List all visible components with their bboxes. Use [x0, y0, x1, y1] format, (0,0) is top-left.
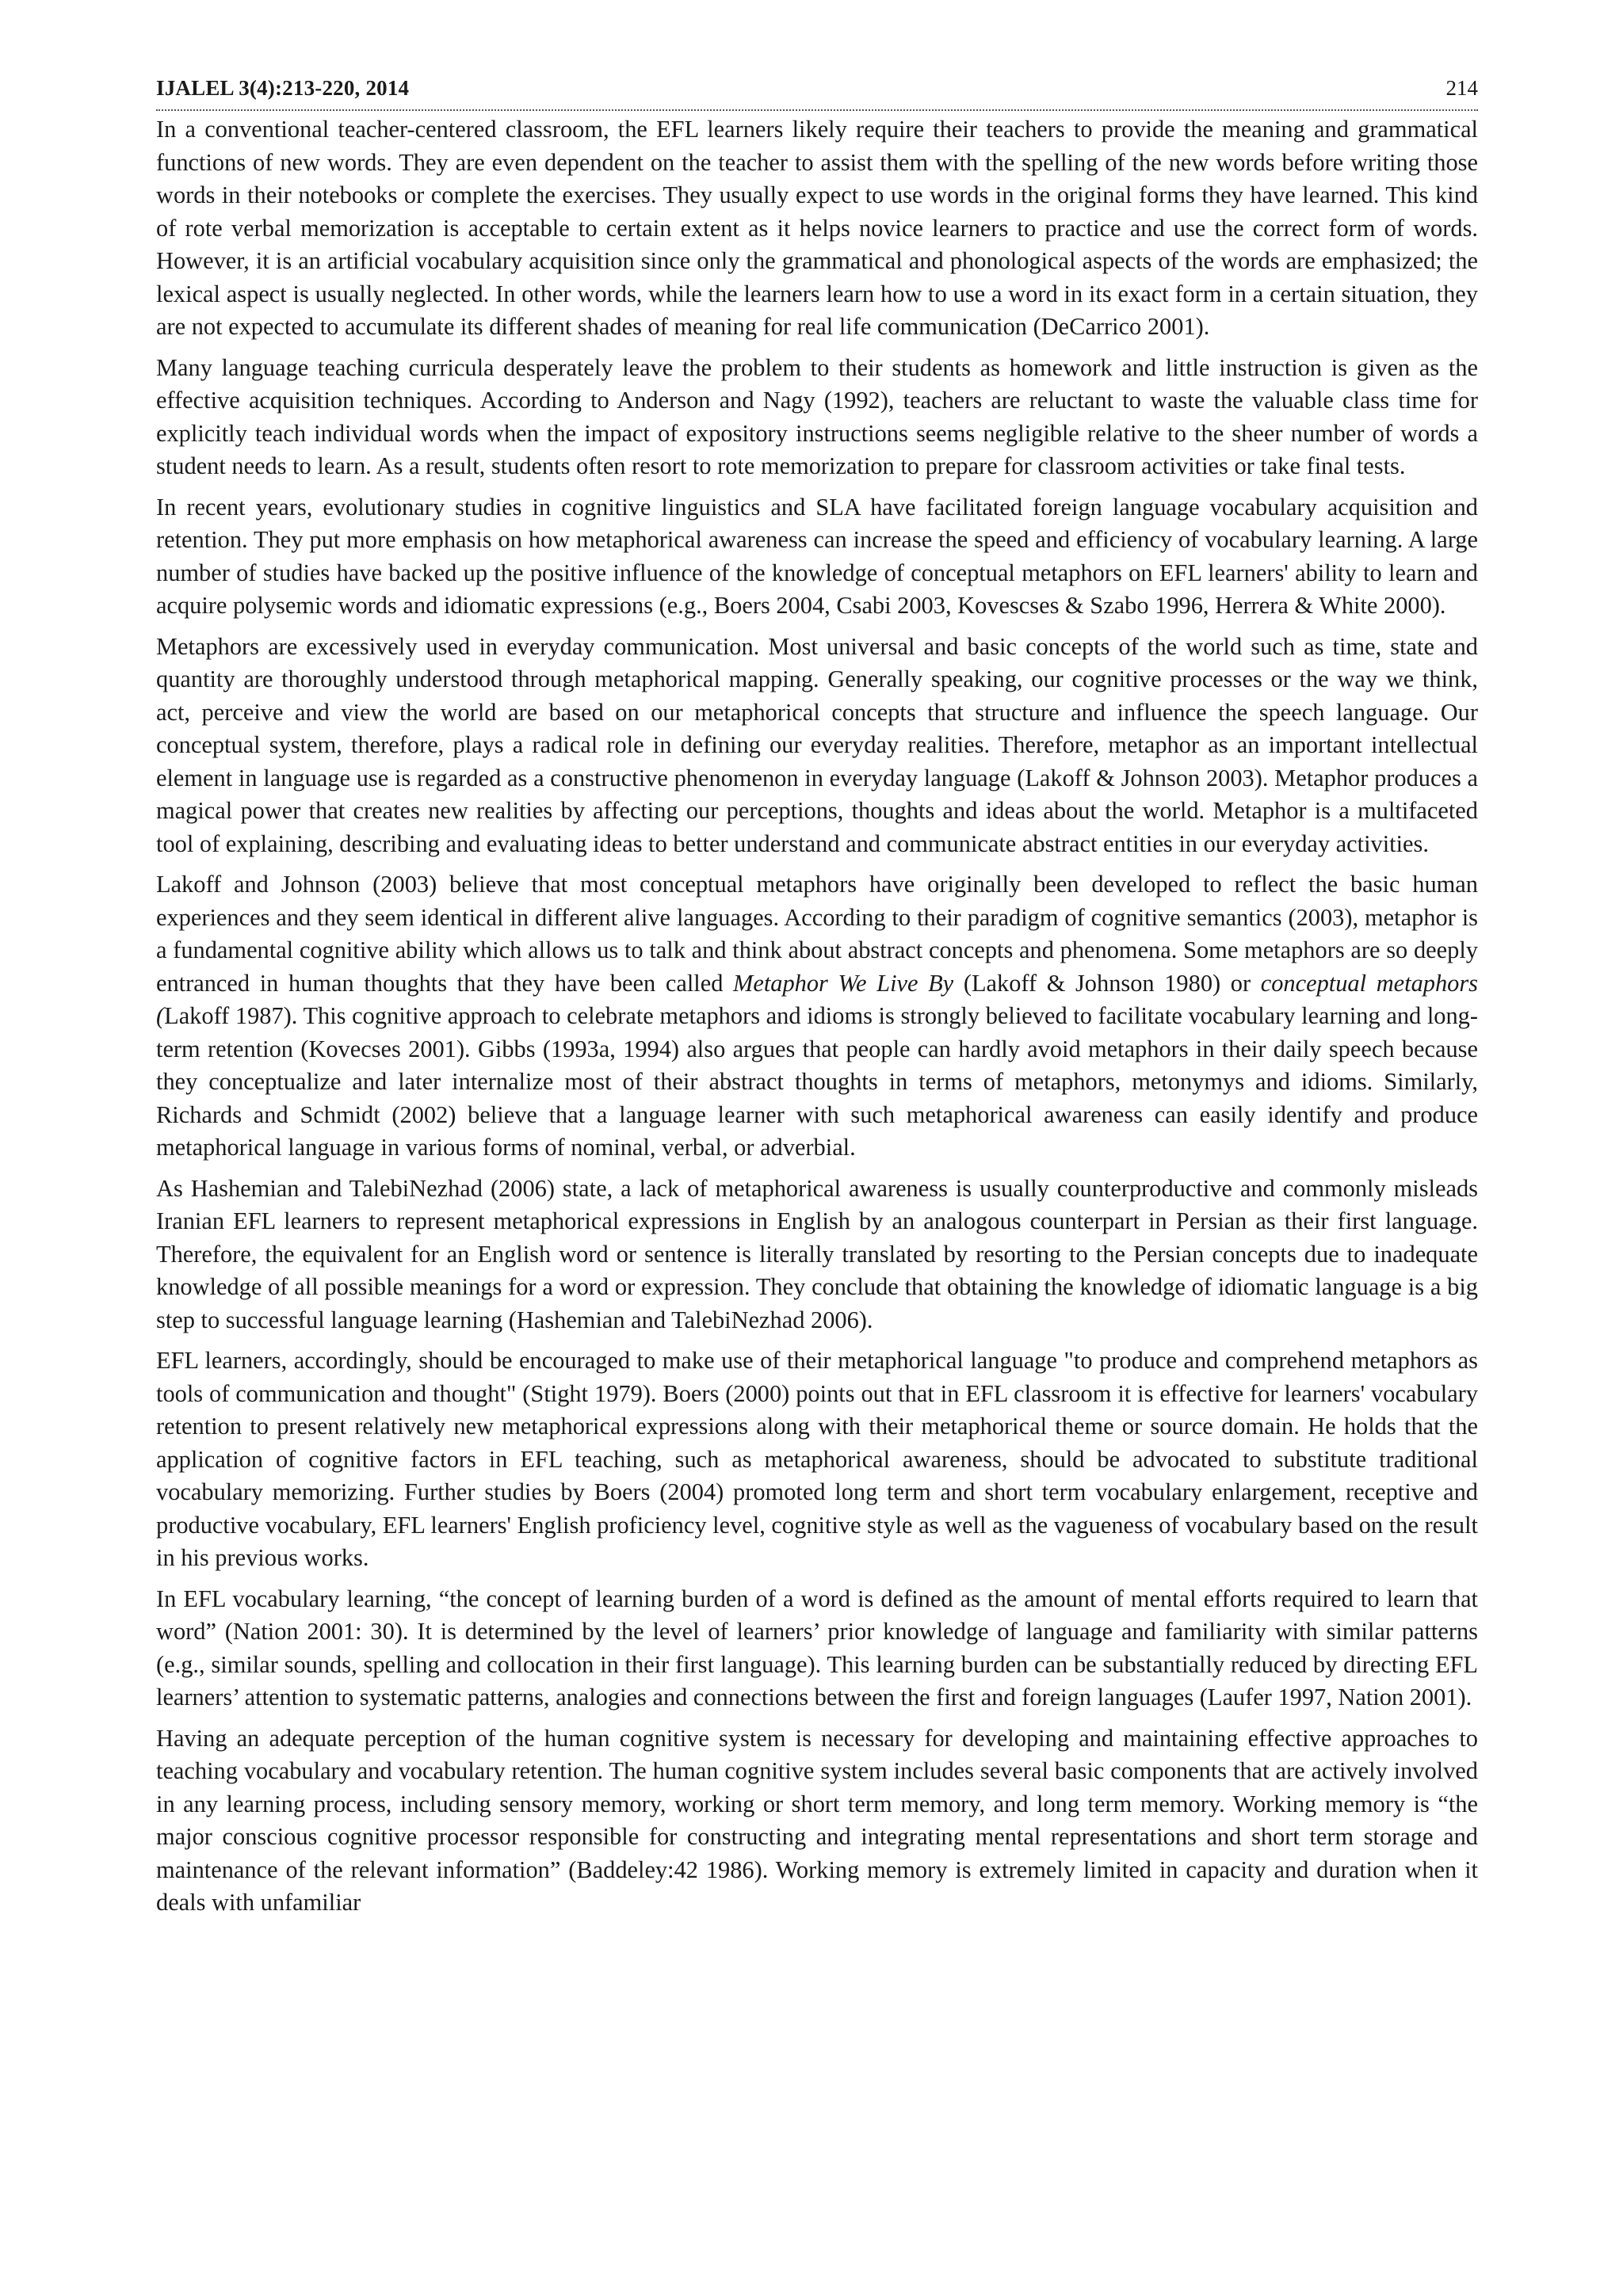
paragraph-3: In recent years, evolutionary studies in cognitive linguistics and SLA have facilitated foreign language vocabulary acquisition and retention. They put more emphasis on how metaphorical awareness can increase the speed and efficiency of vocabulary learning. A large number of studies have backed up the positive influence of the knowledge of conceptual metaphors on EFL learners' ability to learn and acquire polysemic words and idiomatic expressions (e.g., Boers 2004, Csabi 2003, Kovescses & Szabo 1996, Herrera & White 2000).	[156, 493, 1478, 619]
paragraph-4: Metaphors are excessively used in everyday communication. Most universal and basic concepts of the world such as time, state and quantity are thoroughly understood through metaphorical mapping. Generally speaking, our cognitive processes or the way we think, act, perceive and view the world are based on our metaphorical concepts that structure and influence the speech language. Our conceptual system, therefore, plays a radical role in defining our everyday realities. Therefore, metaphor as an important intellectual element in language use is regarded as a constructive phenomenon in everyday language (Lakoff & Johnson 2003). Metaphor produces a magical power that creates new realities by affecting our perceptions, thoughts and ideas about the world. Metaphor is a multifaceted tool of explaining, describing and evaluating ideas to better understand and communicate abstract entities in our everyday activities.	[156, 632, 1478, 857]
paragraph-5-text-a: Lakoff and Johnson (2003) believe that most conceptual metaphors have originally been developed to reflect the basic human experiences and they seem identical in different alive languages. According to their paradigm of cognitive semantics (2003), metaphor is a fundamental cognitive ability which allows us to talk and think about abstract concepts and phenomena. Some metaphors are so deeply entranced in human thoughts that they have been called	[156, 871, 1478, 997]
paragraph-9: Having an adequate perception of the human cognitive system is necessary for developing and maintaining effective approaches to teaching vocabulary and vocabulary retention. The human cognitive system includes several basic components that are actively involved in any learning process, including sensory memory, working or short term memory, and long term memory. Working memory is “the major conscious cognitive processor responsible for constructing and integrating mental representations and short term storage and maintenance of the relevant information” (Baddeley:42 1986). Working memory is extremely limited in capacity and duration when it deals with unfamiliar	[156, 1724, 1478, 1916]
paragraph-5-text-b: (Lakoff & Johnson 1980) or	[953, 969, 1261, 997]
paragraph-5-text-c: Lakoff 1987). This cognitive approach to celebrate metaphors and idioms is strongly believed to facilitate vocabulary learning and long-term retention (Kovecses 2001). Gibbs (1993a, 1994) also argues that people can hardly avoid metaphors in their daily speech because they conceptualize and later internalize most of their abstract thoughts in terms of metaphors, metonymys and idioms. Similarly, Richards and Schmidt (2002) believe that a language learner with such metaphorical awareness can easily identify and produce metaphorical language in various forms of nominal, verbal, or adverbial.	[156, 1002, 1478, 1161]
paragraph-2: Many language teaching curricula desperately leave the problem to their students as homework and little instruction is given as the effective acquisition techniques. According to Anderson and Nagy (1992), teachers are reluctant to waste the valuable class time for explicitly teach individual words when the impact of expository instructions seems negligible relative to the sheer number of words a student needs to learn. As a result, students often resort to rote memorization to prepare for classroom activities or take final tests.	[156, 353, 1478, 479]
paragraph-5-italic-term-2: conceptual metaphors (	[156, 969, 1479, 1029]
paragraph-5-italic-term-1: Metaphor We Live By	[733, 969, 954, 997]
running-header	[156, 76, 1478, 111]
paragraph-8: In EFL vocabulary learning, “the concept of learning burden of a word is defined as the amount of mental efforts required to learn that word” (Nation 2001: 30). It is determined by the level of learners’ prior knowledge of language and familiarity with similar patterns (e.g., similar sounds, spelling and collocation in their first language). This learning burden can be substantially reduced by directing EFL learners’ attention to systematic patterns, analogies and connections between the first and foreign languages (Laufer 1997, Nation 2001).	[156, 1585, 1478, 1711]
paragraph-1: In a conventional teacher-centered classroom, the EFL learners likely require their teachers to provide the meaning and grammatical functions of new words. They are even dependent on the teacher to assist them with the spelling of the new words before writing those words in their notebooks or complete the exercises. They usually expect to use words in the original forms they have learned. This kind of rote verbal memorization is acceptable to certain extent as it helps novice learners to practice and use the correct form of words. However, it is an artificial vocabulary acquisition since only the grammatical and phonological aspects of the words are emphasized; the lexical aspect is usually neglected. In other words, while the learners learn how to use a word in its exact form in a certain situation, they are not expected to accumulate its different shades of meaning for real life communication (DeCarrico 2001).	[156, 116, 1478, 340]
paragraph-6: As Hashemian and TalebiNezhad (2006) state, a lack of metaphorical awareness is usually counterproductive and commonly misleads Iranian EFL learners to represent metaphorical expressions in English by an analogous counterpart in Persian as their first language. Therefore, the equivalent for an English word or sentence is literally translated by resorting to the Persian concepts due to inadequate knowledge of all possible meanings for a word or expression. They conclude that obtaining the knowledge of idiomatic language is a big step to successful language learning (Hashemian and TalebiNezhad 2006).	[156, 1174, 1478, 1333]
paragraph-5	[156, 868, 1478, 1165]
journal-reference: IJALEL 3(4):213-220, 2014	[156, 76, 410, 100]
paragraph-7: EFL learners, accordingly, should be encouraged to make use of their metaphorical language "to produce and comprehend metaphors as tools of communication and thought" (Stight 1979). Boers (2000) points out that in EFL classroom it is effective for learners' vocabulary retention to present relatively new metaphorical expressions along with their metaphorical theme or source domain. He holds that the application of cognitive factors in EFL teaching, such as metaphorical awareness, should be advocated to substitute traditional vocabulary memorizing. Further studies by Boers (2004) promoted long term and short term vocabulary enlargement, receptive and productive vocabulary, EFL learners' English proficiency level, cognitive style as well as the vagueness of vocabulary based on the result in his previous works.	[156, 1347, 1478, 1571]
page-number: 214	[1445, 76, 1478, 100]
article-body	[156, 113, 1478, 1928]
